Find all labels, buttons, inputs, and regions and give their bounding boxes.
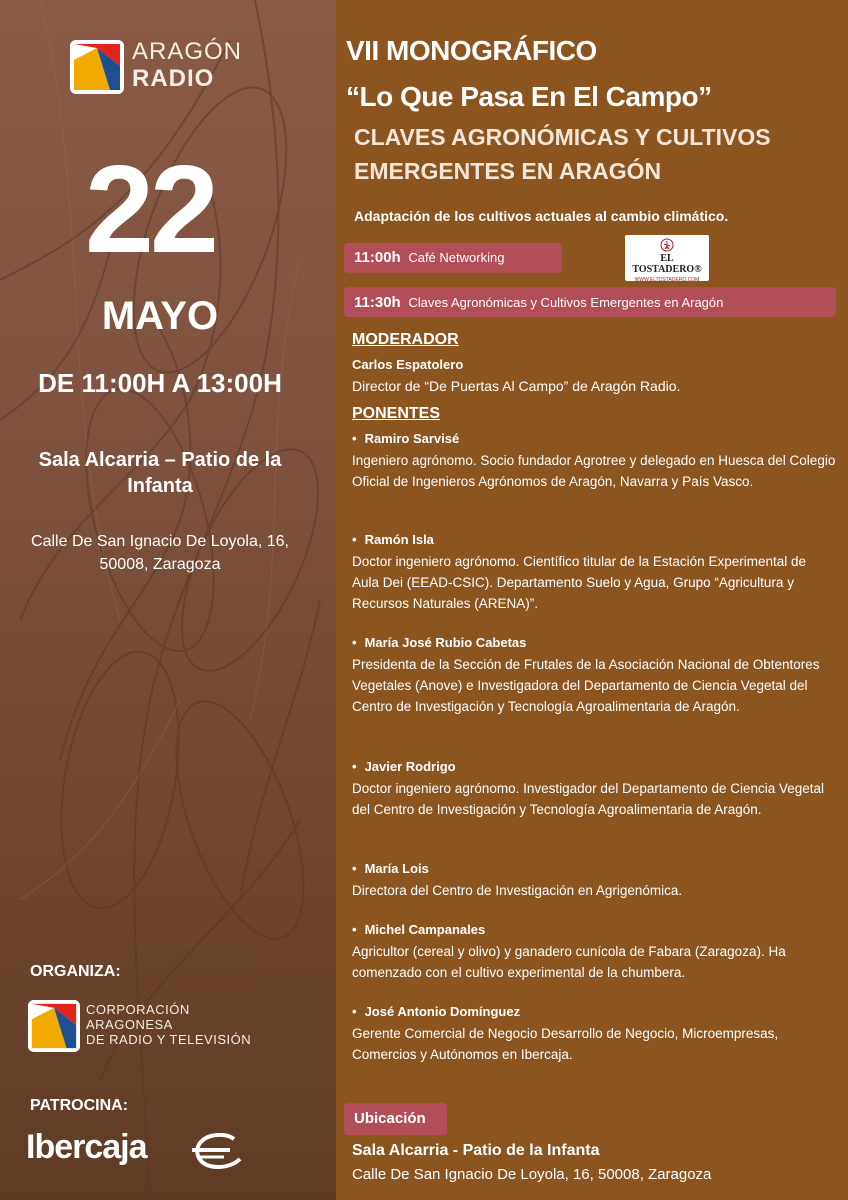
crtv-line: DE RADIO Y TELEVISIÓN	[86, 1032, 252, 1047]
speaker-item: • José Antonio Domínguez Gerente Comercial de Negocio Desarrollo de Negocio, Microempresas, Comercios y Autónomos en Ibercaja.	[352, 1003, 836, 1065]
tostadero-figure-icon	[660, 238, 674, 252]
brand-line2: RADIO	[132, 65, 215, 92]
subtitle: Adaptación de los cultivos actuales al cambio climático.	[354, 208, 729, 224]
title-program: “Lo Que Pasa En El Campo”	[346, 81, 712, 112]
speaker-name: Javier Rodrigo	[364, 759, 456, 774]
speaker-name: María José Rubio Cabetas	[364, 635, 527, 650]
speaker-desc: Agricultor (cereal y olivo) y ganadero cunícola de Fabara (Zaragoza). Ha comenzado con el cultivo experimental de la chumbera.	[352, 944, 786, 980]
schedule-label: Café Networking	[408, 250, 505, 265]
speaker-desc: Gerente Comercial de Negocio Desarrollo de Negocio, Microempresas, Comercios y Autónomos en Ibercaja.	[352, 1026, 779, 1062]
speaker-item: • María José Rubio Cabetas Presidenta de la Sección de Frutales de la Asociación Nacional de Obtentores Vegetales (Anove) e Investigadora del Departamento de Ciencia Vegetal del Centro de Investigación y Tecnología Agroalimentaria de Aragón.	[352, 634, 836, 717]
tostadero-url: WWW.ELTOSTADERO.COM	[634, 277, 700, 283]
event-hours: DE 11:00H A 13:00H	[38, 368, 282, 398]
tostadero-name: EL TOSTADERO®	[632, 253, 702, 275]
speaker-desc: Doctor ingeniero agrónomo. Científico titular de la Estación Experimental de Aula Dei (EEAD-CSIC). Departamento Suelo y Agua, Grupo “Agricultura y Recursos Naturales (ARENA)”.	[352, 554, 806, 611]
speaker-name: Michel Campanales	[364, 922, 486, 937]
location-address: Calle De San Ignacio De Loyola, 16, 50008, Zaragoza	[352, 1166, 712, 1183]
speaker-desc: Doctor ingeniero agrónomo. Investigador del Departamento de Ciencia Vegetal del Centro de Investigación y Tecnología Agroalimentaria de Aragón.	[352, 781, 825, 817]
title-topic: CLAVES AGRONÓMICAS Y CULTIVOS EMERGENTES EN ARAGÓN	[354, 124, 771, 184]
event-month: MAYO	[101, 294, 219, 338]
crtv-name	[86, 1002, 251, 1047]
location-name: Sala Alcarria - Patio de la Infanta	[352, 1142, 600, 1159]
schedule-item	[354, 294, 723, 311]
speaker-item: • María Lois Directora del Centro de Investigación en Agrigenómica.	[352, 860, 836, 901]
speaker-name: Ramiro Sarvisé	[364, 431, 460, 446]
speaker-name: José Antonio Domínguez	[364, 1004, 521, 1019]
aragon-radio-wordmark	[132, 38, 242, 92]
crtv-line: CORPORACIÓN	[86, 1002, 190, 1017]
event-address: Calle De San Ignacio De Loyola, 16, 50008, Zaragoza	[31, 533, 289, 573]
title-monografico: VII MONOGRÁFICO	[346, 35, 597, 66]
speakers-heading: PONENTES	[352, 405, 441, 422]
schedule-label: Claves Agronómicas y Cultivos Emergentes en Aragón	[408, 295, 724, 310]
speaker-desc: Directora del Centro de Investigación en Agrigenómica.	[352, 883, 683, 898]
schedule-time: 11:00h	[354, 249, 401, 266]
location-label: Ubicación	[354, 1110, 426, 1127]
moderator-name: Carlos Espatolero	[352, 357, 464, 372]
schedule-item	[354, 249, 504, 266]
speaker-item: • Michel Campanales Agricultor (cereal y olivo) y ganadero cunícola de Fabara (Zaragoza). Ha comenzado con el cultivo experimental de la chumbera.	[352, 921, 836, 983]
brand-line1: ARAGÓN	[132, 38, 243, 65]
left-panel	[0, 0, 336, 1200]
speaker-desc: Ingeniero agrónomo. Socio fundador Agrotree y delegado en Huesca del Colegio Oficial de Ingenieros Agrónomos de Aragón, Navarra y País Vasco.	[352, 453, 836, 489]
event-venue: Sala Alcarria – Patio de la Infanta	[38, 449, 282, 497]
patrocina-label: PATROCINA:	[30, 1097, 129, 1114]
speaker-name: Ramón Isla	[364, 532, 434, 547]
schedule-time: 11:30h	[354, 294, 401, 311]
speaker-name: María Lois	[364, 861, 429, 876]
speaker-item: • Ramón Isla Doctor ingeniero agrónomo. Científico titular de la Estación Experimental de Aula Dei (EEAD-CSIC). Departamento Suelo y Agua, Grupo “Agricultura y Recursos Naturales (ARENA)”.	[352, 531, 836, 614]
organiza-label: ORGANIZA:	[30, 963, 121, 980]
sponsor-name: Ibercaja	[26, 1128, 147, 1166]
speaker-item: • Ramiro Sarvisé Ingeniero agrónomo. Socio fundador Agrotree y delegado en Huesca del Colegio Oficial de Ingenieros Agrónomos de Aragón, Navarra y País Vasco.	[352, 430, 836, 492]
moderator-heading: MODERADOR	[352, 331, 459, 348]
moderator-desc: Director de “De Puertas Al Campo” de Aragón Radio.	[352, 378, 681, 394]
event-day: 22	[85, 141, 215, 279]
speaker-item: • Javier Rodrigo Doctor ingeniero agrónomo. Investigador del Departamento de Ciencia Vegetal del Centro de Investigación y Tecnología Agroalimentaria de Aragón.	[352, 758, 836, 820]
aragon-radio-logo	[70, 40, 124, 94]
crtv-line: ARAGONESA	[86, 1017, 173, 1032]
tostadero-logo	[625, 235, 709, 281]
crtv-logo	[28, 1000, 80, 1052]
ibercaja-icon	[190, 1133, 248, 1169]
speaker-desc: Presidenta de la Sección de Frutales de la Asociación Nacional de Obtentores Vegetales (Anove) e Investigadora del Departamento de Ciencia Vegetal del Centro de Investigación y Tecnología Agroalimentaria de Aragón.	[352, 657, 820, 714]
